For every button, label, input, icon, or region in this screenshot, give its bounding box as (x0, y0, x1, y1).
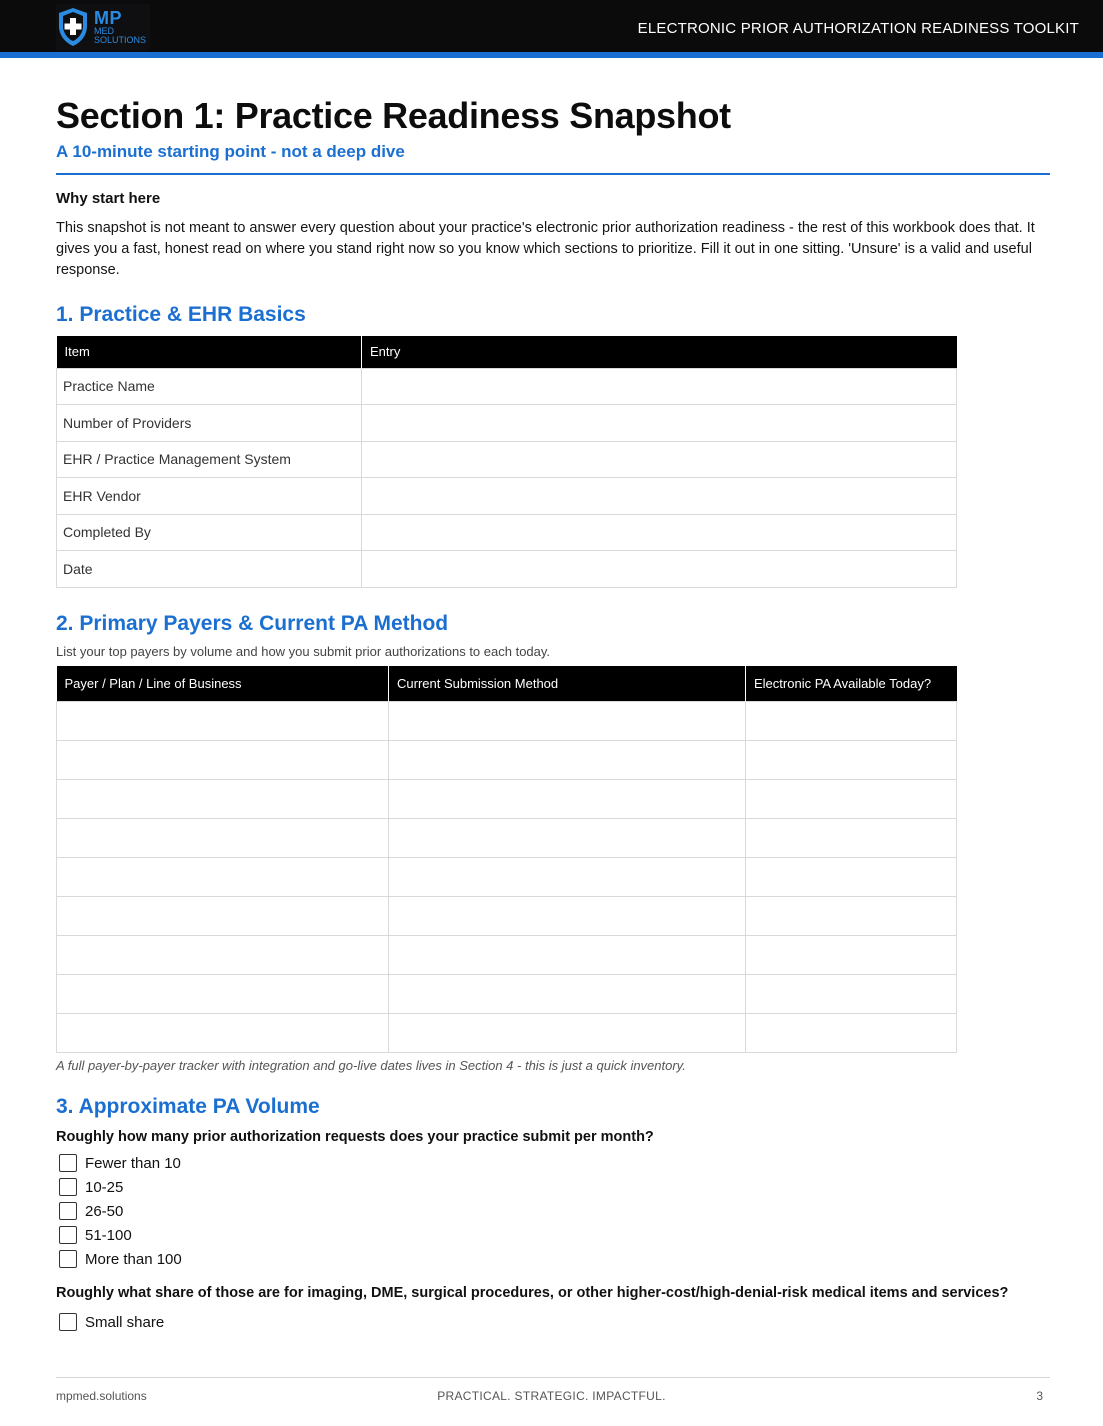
payer-entry-field[interactable] (57, 701, 389, 740)
checkbox[interactable] (59, 1226, 77, 1244)
table-header-row (57, 666, 957, 701)
table-row (57, 779, 957, 818)
option-51-100[interactable] (59, 1223, 182, 1247)
table-row (57, 935, 957, 974)
payers-table (56, 666, 957, 1053)
why-paragraph: This snapshot is not meant to answer every question about your practice's electronic prior authorization readiness - the rest of this workbook does that. It gives you a fast, honest read on where you stand right now so you know which sections to prioritize. Fill it out in one sitting. 'Unsure' is a valid and useful response. (56, 220, 1035, 278)
electronic-pa-entry-field[interactable] (746, 857, 957, 896)
section2-note: List your top payers by volume and how you submit prior authorizations to each today. (56, 644, 551, 659)
table-row (57, 405, 957, 442)
practice-basics-table (56, 336, 957, 588)
payer-entry-field[interactable] (57, 818, 389, 857)
table-row (57, 818, 957, 857)
payer-entry-field[interactable] (57, 1013, 389, 1052)
payers-table-body (57, 701, 957, 1052)
row-label-date: Date (57, 551, 362, 588)
payer-entry-field[interactable] (57, 779, 389, 818)
section2-heading: 2. Primary Payers & Current PA Method (56, 612, 449, 635)
payer-entry-field[interactable] (57, 935, 389, 974)
payer-entry-field[interactable] (57, 857, 389, 896)
medical-shield-icon (56, 6, 90, 48)
pa-volume-options (59, 1151, 182, 1271)
table-row (57, 857, 957, 896)
submission-method-entry-field[interactable] (389, 935, 746, 974)
submission-method-entry-field[interactable] (389, 974, 746, 1013)
electronic-pa-entry-field[interactable] (746, 1013, 957, 1052)
option-26-50[interactable] (59, 1199, 182, 1223)
footer-tagline: PRACTICAL. STRATEGIC. IMPACTFUL. (437, 1389, 666, 1403)
option-label: 26-50 (85, 1202, 124, 1220)
electronic-pa-entry-field[interactable] (746, 974, 957, 1013)
pa-volume-question: Roughly how many prior authorization requests does your practice submit per month? (56, 1129, 654, 1145)
option-label: Fewer than 10 (85, 1154, 181, 1172)
option-fewer-than-10[interactable] (59, 1151, 182, 1175)
logo-line-2: SOLUTIONS (94, 35, 147, 45)
entry-field-number-of-providers[interactable] (362, 405, 957, 442)
checkbox[interactable] (59, 1154, 77, 1172)
checkbox[interactable] (59, 1250, 77, 1268)
submission-method-entry-field[interactable] (389, 818, 746, 857)
submission-method-entry-field[interactable] (389, 1013, 746, 1052)
submission-method-entry-field[interactable] (389, 740, 746, 779)
column-header-submission-method: Current Submission Method (389, 666, 746, 701)
page-subtitle: A 10-minute starting point - not a deep dive (56, 142, 405, 161)
electronic-pa-entry-field[interactable] (746, 935, 957, 974)
option-label: 51-100 (85, 1226, 132, 1244)
section3-heading: 3. Approximate PA Volume (56, 1095, 320, 1118)
table-row (57, 974, 957, 1013)
table-row (57, 896, 957, 935)
column-header-payer: Payer / Plan / Line of Business (57, 666, 389, 701)
logo-wordmark: MP (94, 8, 122, 28)
option-label: 10-25 (85, 1178, 124, 1196)
table-row (57, 1013, 957, 1052)
option-more-than-100[interactable] (59, 1247, 182, 1271)
table-row (57, 441, 957, 478)
entry-field-ehr-system[interactable] (362, 441, 957, 478)
footer-divider (56, 1377, 1050, 1378)
electronic-pa-entry-field[interactable] (746, 701, 957, 740)
checkbox[interactable] (59, 1178, 77, 1196)
table-header-row (57, 336, 957, 368)
title-divider (56, 173, 1050, 175)
row-label-ehr-vendor: EHR Vendor (57, 478, 362, 515)
submission-method-entry-field[interactable] (389, 779, 746, 818)
submission-method-entry-field[interactable] (389, 857, 746, 896)
page-number: 3 (1036, 1389, 1043, 1403)
table-row (57, 740, 957, 779)
high-cost-share-options (59, 1310, 164, 1334)
toolkit-title: ELECTRONIC PRIOR AUTHORIZATION READINESS TOOLKIT (637, 20, 1079, 37)
column-header-entry: Entry (362, 336, 957, 368)
checkbox[interactable] (59, 1313, 77, 1331)
submission-method-entry-field[interactable] (389, 896, 746, 935)
checkbox[interactable] (59, 1202, 77, 1220)
submission-method-entry-field[interactable] (389, 701, 746, 740)
table-row (57, 368, 957, 405)
header-accent-stripe (0, 52, 1103, 58)
option-label: More than 100 (85, 1250, 182, 1268)
payer-entry-field[interactable] (57, 974, 389, 1013)
row-label-number-of-providers: Number of Providers (57, 405, 362, 442)
electronic-pa-entry-field[interactable] (746, 818, 957, 857)
table-row (57, 701, 957, 740)
option-label: Small share (85, 1313, 165, 1331)
entry-field-ehr-vendor[interactable] (362, 478, 957, 515)
payer-entry-field[interactable] (57, 896, 389, 935)
option-small-share[interactable] (59, 1310, 164, 1334)
section1-heading: 1. Practice & EHR Basics (56, 303, 306, 326)
column-header-item: Item (57, 336, 362, 368)
row-label-completed-by: Completed By (57, 514, 362, 551)
top-header-bar (0, 0, 1103, 52)
company-logo (56, 4, 150, 50)
entry-field-date[interactable] (362, 551, 957, 588)
section2-caption: A full payer-by-payer tracker with integration and go-live dates lives in Section 4 - this is just a quick inventory. (56, 1058, 686, 1073)
electronic-pa-entry-field[interactable] (746, 740, 957, 779)
table-row (57, 551, 957, 588)
entry-field-practice-name[interactable] (362, 368, 957, 405)
electronic-pa-entry-field[interactable] (746, 896, 957, 935)
table-row (57, 478, 957, 515)
entry-field-completed-by[interactable] (362, 514, 957, 551)
payer-entry-field[interactable] (57, 740, 389, 779)
electronic-pa-entry-field[interactable] (746, 779, 957, 818)
page-title: Section 1: Practice Readiness Snapshot (56, 95, 731, 136)
logo-line-1: MED (94, 26, 114, 36)
option-10-25[interactable] (59, 1175, 182, 1199)
footer-website: mpmed.solutions (56, 1389, 147, 1403)
row-label-practice-name: Practice Name (57, 368, 362, 405)
table-row (57, 514, 957, 551)
high-cost-share-question: Roughly what share of those are for imaging, DME, surgical procedures, or other higher-cost/high-denial-risk medical items and services? (56, 1285, 1009, 1301)
column-header-electronic-pa: Electronic PA Available Today? (746, 666, 957, 701)
why-heading: Why start here (56, 190, 161, 207)
row-label-ehr-system: EHR / Practice Management System (57, 441, 362, 478)
